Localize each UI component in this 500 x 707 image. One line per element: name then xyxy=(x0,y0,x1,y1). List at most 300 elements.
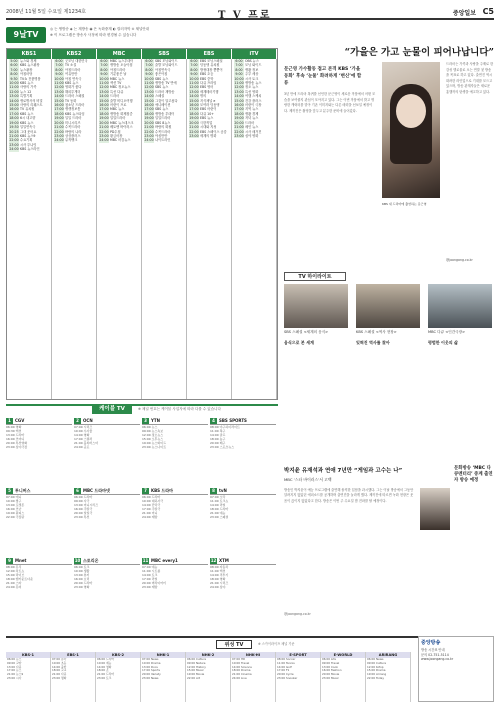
program-time: 19:00 xyxy=(99,116,109,121)
feature-body-right: 드라마는 가족과 사랑을 주제로 한 감성 멜로물로 오는 연말 첫 방송을 목표로 하고 있다. 출연진 역시 화려한 라인업으로 기대를 모으고 있으며, 방송 관계자들은 새로운 흥행작의 탄생을 예고하고 있다. xyxy=(446,62,494,94)
program-title: 생활 경제 xyxy=(245,111,259,116)
satellite-program: 15:00 Music xyxy=(187,668,204,673)
program-time: 9:00 xyxy=(235,72,243,77)
program-time: 16:00 xyxy=(54,103,64,108)
cable-program: 13:00 포켓몬 xyxy=(6,503,25,507)
program-title: 수목드라마 xyxy=(155,129,171,134)
program-time: 9:00 xyxy=(55,72,63,77)
article-headline: 박지윤 유재석과 연애 7년만 “게임과 고수는 나” xyxy=(284,468,403,474)
program-time: 8:00 xyxy=(55,67,63,72)
program-title: 해피투게더 xyxy=(65,89,81,94)
program-time: 19:00 xyxy=(54,116,64,121)
program-time: 10:00 xyxy=(234,76,244,81)
program-title: 생방송 화제집중 xyxy=(110,111,133,116)
cable-program: 23:00 특선 xyxy=(74,515,90,519)
cable-program: 06:00 영화 xyxy=(6,425,22,429)
feature-headline: “가을은 가고 눈물이 피어나납니다” xyxy=(344,47,494,58)
cable-channel-name: MBC 드라마넷 xyxy=(83,488,110,493)
program-title: 애니메이션 xyxy=(155,103,171,108)
program-time: 13:00 xyxy=(144,89,154,94)
satellite-program: 14:00 Science xyxy=(232,664,252,669)
satellite-program: 23:00 Snooker xyxy=(277,675,298,680)
program-time: 10:00 xyxy=(144,76,154,81)
cable-channel-header xyxy=(210,418,276,425)
program-time: 23:00 xyxy=(189,133,199,138)
tv-highlight-section xyxy=(284,272,494,462)
cable-channel xyxy=(210,558,276,604)
program-time: 7:00 xyxy=(100,63,108,68)
cable-program: 18:00 드라마 xyxy=(210,507,229,511)
satellite-tv-badge: 위성 TV xyxy=(216,640,252,649)
program-time: 12:00 xyxy=(144,85,154,90)
program-title: 뉴스광장 xyxy=(20,67,33,72)
program-title: 드라마 재방송 xyxy=(155,89,175,94)
ad-line: 문의 02-751-5114 xyxy=(421,652,449,657)
program-time: 17:00 xyxy=(189,107,199,112)
program-time: 18:00 xyxy=(54,111,64,116)
program-time: 8:00 xyxy=(145,67,153,72)
program-time: 20:00 xyxy=(54,120,64,125)
cable-channel-number: 6 xyxy=(74,488,81,494)
program-time: 19:30 xyxy=(9,125,19,130)
cable-program: 18:00 엠카운트다운 xyxy=(6,577,33,581)
program-time: 12:00 xyxy=(189,85,199,90)
program-time: 10:00 xyxy=(9,81,19,86)
article-photo xyxy=(420,488,450,530)
cable-channel-number: 11 xyxy=(142,558,149,563)
program-time: 24:00 xyxy=(9,147,19,152)
cable-program: 06:00 토크 xyxy=(74,565,90,569)
program-time: 17:00 xyxy=(9,111,19,116)
program-time: 14:00 xyxy=(9,98,19,103)
program-title: PD수첩 xyxy=(110,129,121,134)
cable-program: 14:00 단막극 xyxy=(142,503,161,507)
cable-tv-badge: 케이블 TV xyxy=(92,404,132,414)
cable-channel xyxy=(142,488,208,534)
program-title: 굿모닝 대한민국 xyxy=(65,59,88,63)
program-time: 6:00 xyxy=(10,63,18,68)
cable-channel-header xyxy=(210,558,276,565)
cable-program: 11:00 액션 xyxy=(210,569,226,573)
cable-channel xyxy=(6,558,72,604)
cable-program: 14:00 영화 xyxy=(74,433,90,437)
program-time: 18:00 xyxy=(9,116,19,121)
satellite-program: 16:00 Fashion xyxy=(322,668,342,673)
program-time: 8:00 xyxy=(10,72,18,77)
program-time: 12:00 xyxy=(99,85,109,90)
program-time: 11:00 xyxy=(99,81,109,86)
program-time: 22:00 xyxy=(9,138,19,143)
satellite-program: 15:00 Drama xyxy=(367,668,386,673)
cable-program: 12:00 차트쇼 xyxy=(6,569,25,573)
highlight-caption-1: SBS 스페셜 <세계의 음식> xyxy=(284,330,329,334)
program-title: 아침드라마 xyxy=(110,67,126,72)
program-title: 다큐 10+ xyxy=(200,111,214,116)
program-title: 정오 뉴스 xyxy=(245,85,259,90)
satellite-program: 09:00 Travel xyxy=(322,660,340,665)
photo-face-shape xyxy=(396,94,426,128)
cable-program: 09:00 뉴스속보 xyxy=(142,429,164,433)
program-title: 특선 영화 xyxy=(245,89,259,94)
program-time: 22:00 xyxy=(99,129,109,134)
program-title: 생활 정보 xyxy=(245,67,259,72)
cable-program: 12:00 정오뉴스 xyxy=(142,433,164,437)
program-title: 바람의 화원 xyxy=(155,125,172,130)
cable-program-list xyxy=(210,565,276,603)
program-time: 21:00 xyxy=(234,125,244,130)
satellite-program: 18:00 Drama xyxy=(232,668,251,673)
satellite-channel-name: E-WORLD xyxy=(321,652,365,658)
cable-program: 16:00 주말극 xyxy=(74,507,93,511)
program-title: 일일드라마 xyxy=(110,116,126,121)
program-time: 9:00 xyxy=(145,72,153,77)
program-time: 9:30 xyxy=(10,76,18,81)
cable-channel-number: 12 xyxy=(210,558,217,563)
program-time: 11:00 xyxy=(189,81,199,86)
highlight-subhead-1: 음식으로 본 세계 xyxy=(284,340,314,345)
program-title: 드라마 xyxy=(245,120,255,125)
program-time: 12:00 xyxy=(54,85,64,90)
program-title: 아침 연속극 xyxy=(65,76,82,81)
program-title: MBC 뉴스데스크 xyxy=(110,120,134,125)
program-time: 23:00 xyxy=(144,133,154,138)
channel-header: MBC xyxy=(97,49,142,59)
cable-program: 07:00 시리즈 xyxy=(74,425,93,429)
program-time: 7:00 xyxy=(55,63,63,68)
satellite-program: 11:00 Tennis xyxy=(277,660,295,665)
satellite-program: 13:00 다큐 xyxy=(7,664,22,669)
program-title: 드라마 xyxy=(110,94,120,99)
program-title: KBS 뉴스 xyxy=(20,81,34,86)
satellite-program: 07:00 HD xyxy=(232,658,246,661)
program-time: 8:00 xyxy=(235,67,243,72)
highlight-subhead-2: 잊혀진 역사를 찾아 xyxy=(356,340,390,345)
cable-tv-section xyxy=(6,404,278,630)
program-time: 10:00 xyxy=(54,76,64,81)
program-title: 시사 투나잇 xyxy=(20,142,37,147)
program-time: 18:00 xyxy=(144,111,154,116)
satellite-channel-name: NHK-HI xyxy=(231,652,275,658)
satellite-program-list xyxy=(321,658,365,702)
program-title: 황금어장 xyxy=(110,133,123,138)
satellite-channel xyxy=(186,652,231,702)
satellite-channel xyxy=(276,652,321,702)
cable-program: 14:00 토크 xyxy=(142,573,158,577)
cable-program-list xyxy=(6,495,72,533)
program-time: 23:00 xyxy=(9,142,19,147)
channel-column xyxy=(187,59,232,399)
satellite-program: 14:00 영화 xyxy=(97,664,112,669)
cable-program: 21:00 블록버스터 xyxy=(74,441,99,445)
program-row xyxy=(52,138,96,142)
legend-lines xyxy=(50,26,284,38)
highlight-photo-1 xyxy=(284,284,348,328)
cable-channel xyxy=(210,418,276,464)
cable-program: 20:00 일일극 xyxy=(74,511,93,515)
cable-program: 17:00 스릴러 xyxy=(74,437,93,441)
cable-program: 10:00 대하사극 xyxy=(142,499,164,503)
satellite-program-list xyxy=(96,658,140,702)
cable-channel-number: 7 xyxy=(142,488,149,494)
program-title: 아침드라마 xyxy=(65,67,81,72)
program-time: 15:00 xyxy=(189,98,199,103)
program-title: 주부 세상 xyxy=(245,72,259,77)
cable-channel-number: 5 xyxy=(6,488,13,494)
program-time: 24:00 xyxy=(144,138,154,143)
cable-program: 14:00 골프 xyxy=(210,433,226,437)
program-time: 19:00 xyxy=(9,120,19,125)
program-title: 건강 플러스 xyxy=(245,98,262,103)
satellite-channel xyxy=(366,652,411,702)
satellite-program: 10:00 Drama xyxy=(142,660,161,665)
program-time: 21:00 xyxy=(54,125,64,130)
program-title: 섹션 TV xyxy=(110,81,122,86)
program-time: 23:00 xyxy=(234,133,244,138)
program-title: 일일드라마 xyxy=(155,116,171,121)
channel-header: iTV xyxy=(232,49,277,59)
satellite-program: 21:00 드라마 xyxy=(97,672,115,677)
program-title: 그대 웃어요 xyxy=(20,129,37,134)
satellite-program: 10:00 초등 xyxy=(52,660,67,665)
feature-kicker: 문근영 가수활동 접고 본격 KBS ‘가을동화’ 후속 ‘눈물’ 화려하게 ‘변신’에 합류 xyxy=(284,67,362,86)
satellite-channel-name: KBS-1 xyxy=(6,652,50,658)
cable-channel-header xyxy=(142,488,208,495)
satellite-program: 20:00 Cycle xyxy=(277,672,294,677)
cable-program: 18:00 농구 xyxy=(210,437,226,441)
program-title: 상상플러스 xyxy=(65,133,81,138)
satellite-program: 23:00 News xyxy=(142,675,159,680)
program-title: 어린이 프로 xyxy=(110,103,127,108)
program-time: 12:00 xyxy=(234,85,244,90)
program-time: 7:00 xyxy=(10,67,18,72)
program-time: 16:00 xyxy=(144,103,154,108)
satellite-program: 08:00 Soccer xyxy=(277,658,296,661)
cable-program: 07:00 애니 xyxy=(6,495,22,499)
satellite-channel-name: KBS-2 xyxy=(96,652,140,658)
satellite-channel-name: NHK-2 xyxy=(186,652,230,658)
program-title: 스페셜 xyxy=(155,94,165,99)
legend-line: ※ 이 프로그램은 방송사 사정에 따라 변경될 수 있습니다 xyxy=(50,33,137,37)
program-time: 19:00 xyxy=(144,116,154,121)
cable-channel xyxy=(74,488,140,534)
program-title: 베토벤 바이러스 xyxy=(110,125,133,130)
program-time: 11:00 xyxy=(144,81,154,86)
cable-program-list xyxy=(142,565,208,603)
program-title: 모닝 와이드 xyxy=(245,63,262,68)
satellite-program: 06:00 드라마 xyxy=(97,658,115,661)
cable-channel-name: YTN xyxy=(151,418,160,423)
program-time: 13:00 xyxy=(189,89,199,94)
cable-program: 07:00 예능 xyxy=(142,565,158,569)
cable-channel-number: 1 xyxy=(6,418,13,424)
satellite-program: 21:00 뉴스9 xyxy=(7,672,24,677)
broadcast-tv-badge: 9날TV xyxy=(6,27,46,43)
cable-program: 17:00 주말극 xyxy=(142,507,161,511)
satellite-channel xyxy=(51,652,96,702)
program-time: 17:00 xyxy=(144,107,154,112)
satellite-program: 18:00 고교 xyxy=(52,668,67,673)
cable-channel-number: 10 xyxy=(74,558,81,563)
program-title: EBS 영어 xyxy=(200,85,214,90)
program-time: 14:00 xyxy=(189,94,199,99)
satellite-program: 19:00 Movie xyxy=(187,672,205,677)
cable-program: 09:30 액션 xyxy=(6,429,22,433)
satellite-channel xyxy=(96,652,141,702)
issue-date: 2008년 11월 5일 수요일 제1234호 xyxy=(6,9,86,15)
program-title: 좋은아침 xyxy=(155,72,168,77)
cable-channel-header xyxy=(142,418,208,425)
satellite-program: 17:00 뉴스 xyxy=(7,668,22,673)
schedule-grid xyxy=(6,48,278,400)
page-number: C5 xyxy=(482,7,494,16)
cable-channel-name: KBS 드라마 xyxy=(151,488,174,493)
program-time: 21:00 xyxy=(189,125,199,130)
cable-program: 24:00 재방 xyxy=(142,515,158,519)
cable-program: 19:00 원피스 xyxy=(6,511,25,515)
entertainment-article xyxy=(284,466,494,630)
program-time: 24:00 xyxy=(99,138,109,143)
program-title: SBS 뉴스 xyxy=(155,107,169,112)
program-title: TV 유치원 xyxy=(20,107,35,112)
program-title: 미니시리즈 xyxy=(65,120,81,125)
program-title: 모여라 딩동댕 xyxy=(200,103,220,108)
cable-channel-header xyxy=(6,418,72,425)
channel-header: EBS xyxy=(187,49,232,59)
program-time: 15:00 xyxy=(9,103,19,108)
cable-channel-header xyxy=(74,558,140,565)
cable-channel-number: 9 xyxy=(6,558,13,564)
program-time: 11:00 xyxy=(234,81,244,86)
cable-program: 18:00 영화 xyxy=(210,577,226,581)
channel-column xyxy=(7,59,52,399)
cable-program: 15:00 오후뉴스 xyxy=(142,437,164,441)
program-time: 13:00 xyxy=(54,89,64,94)
satellite-program: 24:00 Live xyxy=(232,675,247,680)
program-title: EBS 스페이스 공감 xyxy=(200,129,227,134)
masthead xyxy=(6,6,494,20)
cable-program: 08:00 야구하이라이트 xyxy=(210,425,240,429)
ad-line: www.joongang.co.kr xyxy=(421,657,454,662)
program-title: 어린이 극장 xyxy=(245,103,262,108)
cable-note: ※ 채널 번호는 케이블 사업자에 따라 다를 수 있습니다 xyxy=(138,407,221,411)
cable-channel-number: 8 xyxy=(210,488,217,494)
cable-channel-header xyxy=(6,488,72,495)
program-title: 딩동댕 유치원 xyxy=(200,63,220,68)
cable-channel-name: XTM xyxy=(219,558,229,563)
program-time: 19:00 xyxy=(189,116,199,121)
cable-program: 20:00 특선영화 xyxy=(6,441,28,445)
cable-program: 23:00 영화 xyxy=(74,585,90,589)
program-time: 22:00 xyxy=(144,129,154,134)
program-time: 14:00 xyxy=(99,94,109,99)
program-time: 5:00 xyxy=(10,59,18,63)
article-body: 방송인 박지윤이 예능 프로그램에 출연해 솔직한 입담을 과시했다. 그는 이날 방송에서 그동안 알려지지 않았던 에피소드를 공개하며 출연진을 놀라게 했다. 제작진에 따르면 녹화 현장은 웃음이 끊이지 않았다고 한다. 방송은 이번 주 수요일 밤 전파를 탈 예정이다. xyxy=(284,488,414,503)
satellite-channel xyxy=(6,652,51,702)
program-time: 12:00 xyxy=(9,89,19,94)
program-title: 특선 다큐 xyxy=(110,89,124,94)
program-time: 17:00 xyxy=(99,107,109,112)
cable-program: 10:00 짱구 xyxy=(6,499,22,503)
satellite-program: 20:00 Movie xyxy=(322,672,340,677)
program-time: 7:00 xyxy=(235,63,243,68)
program-title: 다큐 프라임 xyxy=(200,81,217,86)
program-title: KBS 뉴스타임 xyxy=(65,111,85,116)
program-title: 야심만만 xyxy=(155,133,168,138)
cable-program: 10:00 생활 xyxy=(74,569,90,573)
cable-program-list xyxy=(74,425,140,463)
program-title: 지역 뉴스 xyxy=(245,107,259,112)
side-headline: 문화방송 ‘MBC 다큐멘터리’ 중계 출연자 방송 예정 xyxy=(454,466,493,483)
program-title: KBS 뉴스 xyxy=(20,111,34,116)
feature-email: @joongang.co.kr xyxy=(446,258,473,262)
program-time: 18:00 xyxy=(189,111,199,116)
satellite-program: 12:00 History xyxy=(187,664,206,669)
program-time: 17:00 xyxy=(54,107,64,112)
cable-channel-number: 3 xyxy=(142,418,149,424)
program-title: KBS 뉴스 xyxy=(20,120,34,125)
program-title: 수목드라마 xyxy=(65,125,81,130)
channel-header: KBS1 xyxy=(7,49,52,59)
program-title: MBC 뉴스투데이 xyxy=(110,59,134,63)
cable-program: 08:00 자동차 xyxy=(210,565,229,569)
cable-program: 09:00 사극 xyxy=(74,499,90,503)
program-row xyxy=(187,134,231,138)
program-title: 일일연속극 xyxy=(20,125,36,130)
program-time: 8:00 xyxy=(190,67,198,72)
satellite-program: 23:00 Music xyxy=(322,675,339,680)
program-time: 9:00 xyxy=(190,72,198,77)
program-title: 일일 드라마 xyxy=(65,116,82,121)
satellite-program: 14:00 중학 xyxy=(52,664,67,669)
cable-program: 22:00 극장판 xyxy=(6,515,25,519)
program-time: 20:00 xyxy=(189,120,199,125)
program-title: 뉴스 12 xyxy=(20,89,32,94)
cable-program: 21:00 예능 xyxy=(210,511,226,515)
program-title: MBC 마감뉴스 xyxy=(110,138,131,143)
satellite-channel-name: E-SPORT xyxy=(276,652,320,658)
program-title: EBS 초등 xyxy=(200,72,214,77)
cable-program: 24:00 뮤비 xyxy=(6,585,22,589)
cable-channel-header xyxy=(142,558,208,565)
cable-program: 06:00 드라마 xyxy=(142,495,161,499)
highlight-photo-2 xyxy=(356,284,420,328)
program-title: 극한직업 xyxy=(200,120,213,125)
cable-program: 15:00 라이브 xyxy=(6,573,25,577)
program-title: 생방송 TV 연예 xyxy=(155,81,177,86)
cable-channel-header xyxy=(74,488,140,495)
cable-channel-name: CGV xyxy=(15,418,25,423)
program-time: 7:00 xyxy=(190,63,198,68)
cable-channel-name: SBS SPORTS xyxy=(219,418,247,423)
program-time: 16:00 xyxy=(189,103,199,108)
program-title: 생생정보통 xyxy=(65,107,81,112)
program-time: 23:00 xyxy=(99,133,109,138)
satellite-program: 20:00 Variety xyxy=(142,672,161,677)
program-time: 15:00 xyxy=(234,98,244,103)
satellite-program: 17:00 F1 xyxy=(277,668,290,673)
cable-program: 19:00 뉴스와이드 xyxy=(142,441,167,445)
program-time: 14:00 xyxy=(144,94,154,99)
cable-program-list xyxy=(74,565,140,603)
cable-channel xyxy=(74,418,140,464)
program-title: EBS 뉴스 xyxy=(200,116,214,121)
satellite-program: 12:00 K-Pop xyxy=(367,664,384,669)
satellite-program: 23:00 토크 xyxy=(97,675,112,680)
program-title: OBS 뉴스 xyxy=(245,59,259,63)
satellite-note: ※ 스카이라이프 채널 기준 xyxy=(258,642,295,646)
satellite-program: 09:00 Nature xyxy=(187,660,206,665)
article-email: @joongang.co.kr xyxy=(284,612,311,616)
